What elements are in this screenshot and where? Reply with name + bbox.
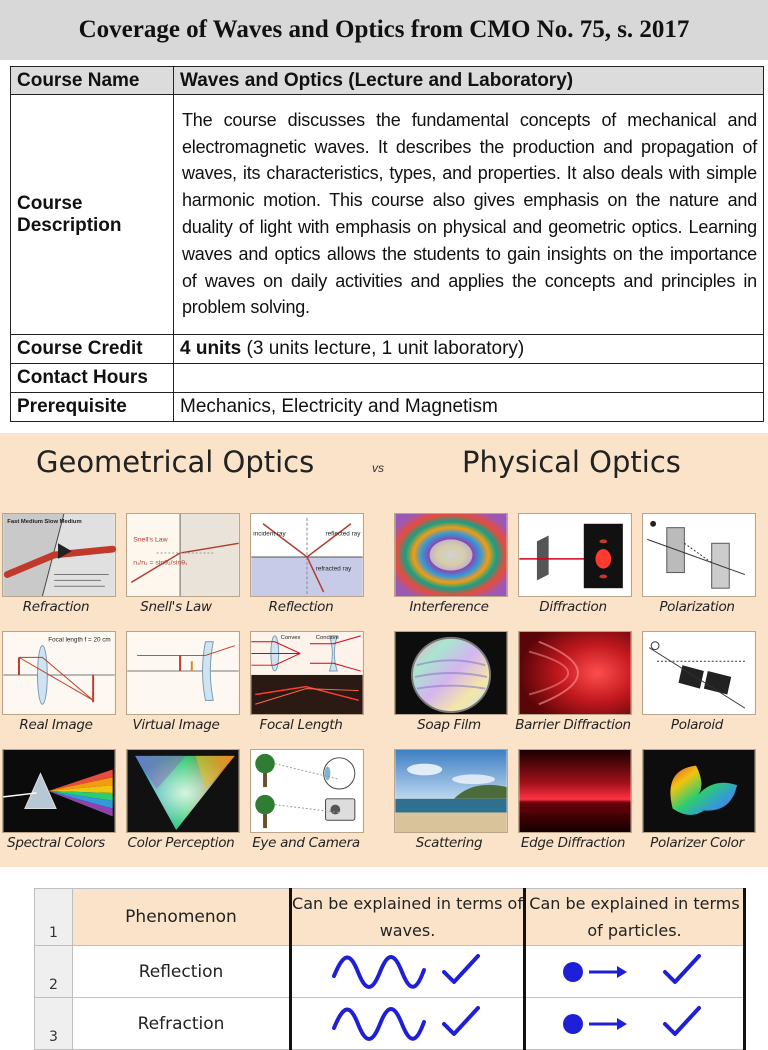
color-perception-image [126,749,240,833]
real-image-image [2,631,116,715]
page-title: Coverage of Waves and Optics from CMO No. 75, s. 2017 [78,16,690,43]
caption-barrier-diffraction: Barrier Diffraction [515,717,631,733]
header-waves: Can be explained in terms of waves. [291,889,525,946]
eye-and-camera-image [250,749,364,833]
course-name-label: Course Name [11,67,174,95]
geometrical-optics-heading: Geometrical Optics [36,445,315,479]
course-credit-units: 4 units [180,338,242,359]
convex-text: Convex [280,634,301,641]
header-particles: Can be explained in terms of particles. [525,889,745,946]
caption-virtual-image: Virtual Image [132,717,220,733]
caption-focal-length: Focal Length [259,717,343,733]
caption-polarizer-color: Polarizer Color [650,835,744,851]
caption-edge-diffraction: Edge Diffraction [520,835,626,851]
particle-check-cell [525,998,745,1050]
particle-check-icon [555,1002,715,1042]
course-name-row [11,67,764,95]
reflected-ray-text: reflected ray [325,530,361,538]
caption-eye-and-camera: Eye and Camera [252,835,360,851]
interference-image [394,513,508,597]
fast-medium-text: Fast Medium [7,518,43,525]
contact-hours-label: Contact Hours [11,364,174,393]
caption-real-image: Real Image [19,717,93,733]
course-credit-row [11,335,764,364]
wave-check-icon [328,1002,488,1042]
phenomenon-table [34,888,746,1050]
caption-color-perception: Color Perception [127,835,235,851]
caption-scattering: Scattering [415,835,483,851]
course-description-label: Course Description [11,95,174,335]
edge-diffraction-image [518,749,632,833]
refraction-image [2,513,116,597]
scattering-image [394,749,508,833]
reflection-image [250,513,364,597]
concave-text: Concave [315,634,339,641]
caption-polarization: Polarization [659,599,735,615]
spectral-colors-image [2,749,116,833]
contact-hours-row [11,364,764,393]
physical-optics-heading: Physical Optics [462,445,681,479]
phenomenon-name: Refraction [73,998,291,1050]
virtual-image-image [126,631,240,715]
course-description-row [11,95,764,335]
caption-refraction: Refraction [22,599,90,615]
soap-film-image [394,631,508,715]
phenomenon-name: Reflection [73,946,291,998]
course-table [10,66,764,422]
wave-check-icon [328,950,488,990]
row-number: 1 [35,889,73,946]
vs-label: vs [372,461,384,475]
table-row [35,998,745,1050]
course-credit-label: Course Credit [11,335,174,364]
incident-ray-text: incident ray [253,530,286,538]
focal-length-image [250,631,364,715]
snells-law-text: Snell's Law [133,536,168,544]
barrier-diffraction-image [518,631,632,715]
prerequisite-label: Prerequisite [11,393,174,422]
caption-diffraction: Diffraction [539,599,607,615]
header-phenomenon: Phenomenon [73,889,291,946]
caption-polaroid: Polaroid [670,717,724,733]
polarization-image [642,513,756,597]
prerequisite-value: Mechanics, Electricity and Magnetism [174,393,764,422]
particle-check-icon [555,950,715,990]
snells-law-image [126,513,240,597]
caption-soap-film: Soap Film [417,717,481,733]
wave-check-cell [291,998,525,1050]
svg-text:n₁/n₂ = sinθ₂/sinθ₁: n₁/n₂ = sinθ₂/sinθ₁ [133,559,188,567]
caption-spectral-colors: Spectral Colors [7,835,105,851]
particle-check-cell [525,946,745,998]
diffraction-image [518,513,632,597]
optics-panel [0,433,768,867]
row-number: 3 [35,998,73,1050]
course-credit-value [174,335,764,364]
course-description-text: The course discusses the fundamental concepts of mechanical and electromagnetic waves. It describes the production and propagation of waves, its characteristics, types, and properties. It also deals with simple harmonic motion. This course also gives emphasis on the nature and duality of light with emphasis on physical and geometric optics. Learning waves and optics allows the students to gain insights on the importance of waves on daily activities and applies the concepts and principles in problem solving. [174,95,764,335]
caption-reflection: Reflection [268,599,334,615]
polarizer-color-image [642,749,756,833]
slow-medium-text: Slow Medium [44,518,82,525]
polaroid-image [642,631,756,715]
course-name-value: Waves and Optics (Lecture and Laboratory) [174,67,764,95]
refracted-ray-text: refracted ray [315,565,352,573]
caption-snells-law: Snell's Law [140,599,212,615]
contact-hours-value [174,364,764,393]
caption-interference: Interference [409,599,489,615]
wave-check-cell [291,946,525,998]
course-credit-detail: (3 units lecture, 1 unit laboratory) [246,338,525,359]
phenomenon-header-row [35,889,745,946]
row-number: 2 [35,946,73,998]
prerequisite-row [11,393,764,422]
table-row [35,946,745,998]
focal-length-text: Focal length f = 20 cm [48,636,111,644]
title-band [0,0,768,60]
